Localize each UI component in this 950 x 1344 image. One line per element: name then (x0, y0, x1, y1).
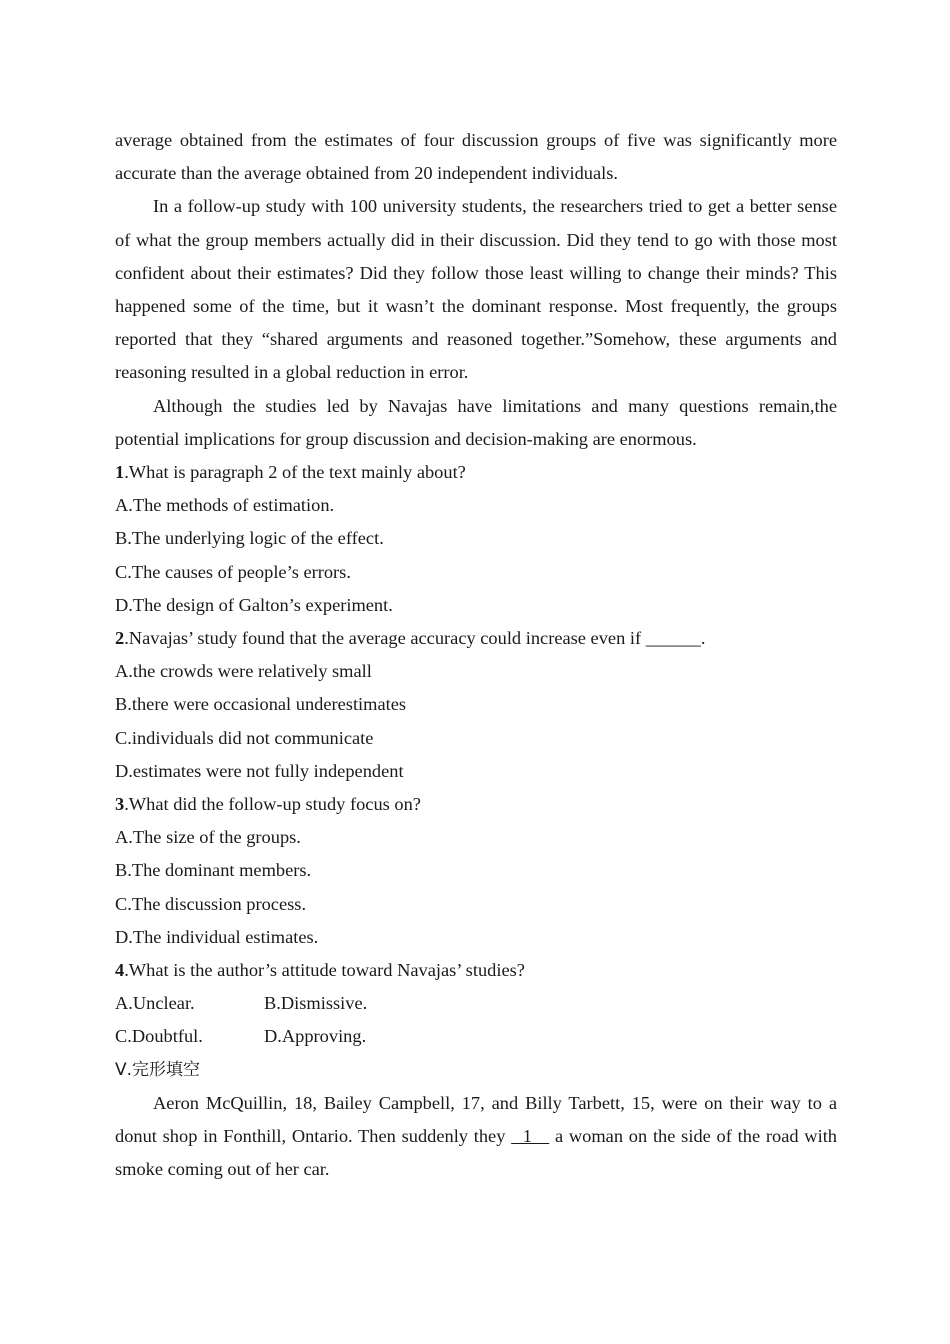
question-1-option-d: D.The design of Galton’s experiment. (115, 594, 393, 615)
question-2-option-a: A.the crowds were relatively small (115, 661, 372, 682)
section-5-intro-end: a woman on the side of the road with smoke coming out of her car. (115, 1126, 838, 1180)
passage-paragraph-2: In a follow-up study with 100 university students, the researchers tried to get a better sense of what the group members actually did in their discussion. Did they tend to go with those most confident about their estimates? Did they follow those least willing to change their minds? This happened some of the time, but it wasn’t the dominant response. Most frequently, the groups reported that they “shared arguments and reasoned together.”Somehow, these arguments and reasoning resulted in a global reduction in error. (115, 196, 837, 383)
question-3-number: 3 (115, 794, 125, 815)
question-4-option-a: A.Unclear. (115, 993, 195, 1014)
passage-paragraph-3: Although the studies led by Navajas have limitations and many questions remain,the potential implications for group discussion and decision-making are enormous. (115, 395, 837, 449)
question-1-option-a: A.The methods of estimation. (115, 495, 335, 516)
passage-paragraph-1-tail: average obtained from the estimates of four discussion groups of five was significantly more accurate than the average obtained from 20 independent individuals. (115, 130, 837, 184)
question-3-stem (115, 788, 837, 821)
question-3-option-b: B.The dominant members. (115, 860, 312, 881)
section-5-intro-paragraph (115, 1087, 837, 1187)
question-2-option-d: D.estimates were not fully independent (115, 760, 404, 781)
question-2-text: .Navajas’ study found that the average accuracy could increase even if ______. (124, 628, 706, 649)
section-5-heading: Ⅴ.完形填空 (115, 1059, 201, 1080)
question-4-options-row-2 (115, 1020, 837, 1053)
question-4-option-b: B.Dismissive. (264, 993, 368, 1014)
question-2-option-b: B.there were occasional underestimates (115, 694, 407, 715)
question-3-option-c: C.The discussion process. (115, 893, 307, 914)
question-1-text: .What is paragraph 2 of the text mainly about? (124, 462, 466, 483)
question-4 (115, 954, 837, 1054)
question-1-number: 1 (115, 462, 125, 483)
question-1 (115, 456, 837, 622)
cloze-blank-1: 1 (511, 1126, 550, 1147)
question-3-option-d: D.The individual estimates. (115, 926, 319, 947)
question-2 (115, 622, 837, 788)
question-1-stem (115, 456, 837, 489)
section-5-intro-start: Aeron McQuillin, 18, Bailey Campbell, 17, and Billy Tarbett, 15, were on their way to a donut shop in Fonthill, Ontario. Then suddenly they (115, 1092, 837, 1147)
question-4-option-d: D.Approving. (264, 1026, 367, 1047)
question-4-number: 4 (115, 960, 125, 981)
question-3-text: .What did the follow-up study focus on? (124, 794, 421, 815)
question-4-option-c: C.Doubtful. (115, 1026, 203, 1047)
question-4-text: .What is the author’s attitude toward Navajas’ studies? (124, 960, 525, 981)
question-1-option-c: C.The causes of people’s errors. (115, 561, 351, 582)
question-4-options-row-1 (115, 987, 837, 1020)
question-3-option-a: A.The size of the groups. (115, 827, 301, 848)
question-2-stem (115, 622, 837, 655)
question-1-option-b: B.The underlying logic of the effect. (115, 528, 384, 549)
question-2-option-c: C.individuals did not communicate (115, 727, 374, 748)
question-4-stem (115, 954, 837, 987)
question-2-number: 2 (115, 628, 125, 649)
question-3 (115, 788, 837, 954)
document-page (115, 124, 837, 1187)
